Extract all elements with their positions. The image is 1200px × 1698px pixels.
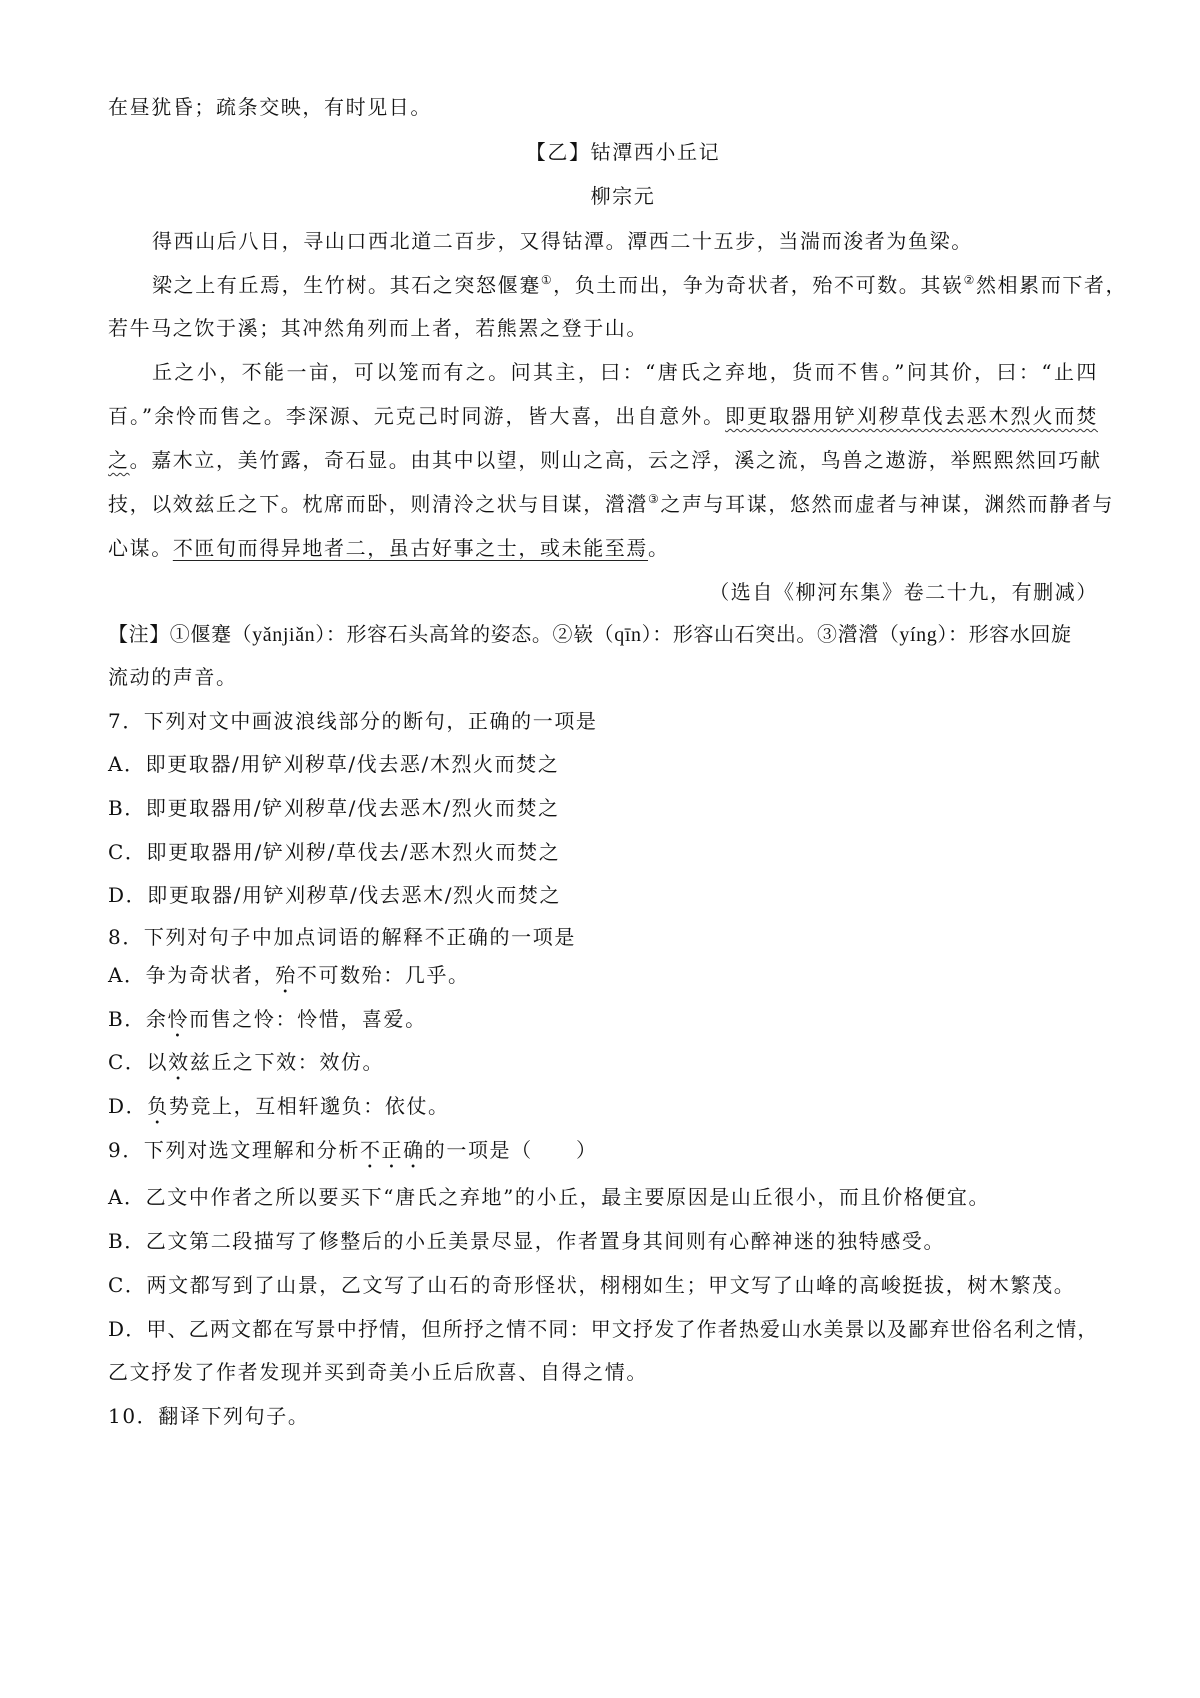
text-span: 之声与耳谋，悠然而虚者与神谋，渊然而静者与 bbox=[660, 492, 1114, 516]
source-citation: （选自《柳河东集》卷二十九，有删减） bbox=[709, 580, 1098, 604]
question-9-option-c: C．两文都写到了山景，乙文写了山石的奇形怪状，栩栩如生；甲文写了山峰的高峻挺拔，树木繁茂。 bbox=[108, 1273, 1076, 1297]
dotted-word: 殆 bbox=[275, 963, 297, 987]
question-7-option-c: C．即更取器用/铲刈秽/草伐去/恶木烈火而焚之 bbox=[108, 840, 561, 864]
question-7-stem: 7．下列对文中画波浪线部分的断句，正确的一项是 bbox=[108, 709, 598, 733]
text-span: 。 bbox=[648, 536, 670, 560]
question-7-option-b: B．即更取器用/铲刈秽草/伐去恶木/烈火而焚之 bbox=[108, 796, 560, 820]
text-span: 势竞上，互相轩邈负：依仗。 bbox=[168, 1094, 450, 1118]
yi-title: 【乙】钴潭西小丘记 bbox=[525, 140, 721, 164]
underlined-sentence: 不匝旬而得异地者二，虽古好事之士，或未能至焉 bbox=[172, 536, 649, 560]
dotted-word: 不正确 bbox=[359, 1138, 425, 1162]
question-8-option-c bbox=[108, 1047, 1098, 1085]
yi-paragraph-2-line-2: 若牛马之饮于溪；其冲然角列而上者，若熊罴之登于山。 bbox=[108, 316, 648, 340]
yi-paragraph-2-line-1 bbox=[152, 270, 1128, 300]
text-span: 心谋。 bbox=[108, 536, 173, 560]
text-span: 然相累而下者， bbox=[975, 273, 1128, 297]
text-span: 的一项是（ ） bbox=[424, 1138, 598, 1162]
question-7-option-a: A．即更取器/用铲刈秽草/伐去恶/木烈火而焚之 bbox=[108, 752, 560, 776]
question-8-option-d bbox=[108, 1091, 1098, 1129]
question-8-option-a bbox=[108, 960, 1098, 998]
footnote-marker-2: ② bbox=[963, 273, 976, 287]
question-9-option-d-line-1: D．甲、乙两文都在写景中抒情，但所抒之情不同：甲文抒发了作者热爱山水美景以及鄙弃世俗名利之情， bbox=[108, 1317, 1098, 1341]
yi-paragraph-3-line-1: 丘之小，不能一亩，可以笼而有之。问其主，曰：“唐氏之弃地，货而不售。”问其价，曰：“止四 bbox=[152, 360, 1098, 384]
jia-text-tail: 在昼犹昏；疏条交映，有时见日。 bbox=[108, 95, 432, 119]
text-span: B．余 bbox=[108, 1007, 168, 1031]
yi-paragraph-3-line-2 bbox=[108, 401, 1098, 431]
text-span: 。嘉木立，美竹露，奇石显。由其中以望，则山之高，云之浮，溪之流，鸟兽之遨游，举熙熙然回巧献 bbox=[129, 448, 1102, 472]
annotation-line-2: 流动的声音。 bbox=[108, 665, 238, 689]
question-9-option-a: A．乙文中作者之所以要买下“唐氏之弃地”的小丘，最主要原因是山丘很小，而且价格便宜。 bbox=[108, 1185, 991, 1209]
text-span: 技，以效兹丘之下。枕席而卧，则清泠之状与目谋，瀯瀯 bbox=[108, 492, 648, 516]
text-span: 而售之怜：怜惜，喜爱。 bbox=[189, 1007, 427, 1031]
text-span: 兹丘之下效：效仿。 bbox=[189, 1050, 385, 1074]
footnote-marker-3: ③ bbox=[648, 492, 661, 506]
text-span: A．争为奇状者， bbox=[108, 963, 276, 987]
question-8-option-b bbox=[108, 1004, 1098, 1042]
yi-paragraph-3-line-3 bbox=[108, 445, 1102, 475]
text-span: ，负土而出，争为奇状者，殆不可数。其嵚 bbox=[553, 273, 964, 297]
question-10-stem: 10．翻译下列句子。 bbox=[108, 1404, 310, 1428]
text-span: 不可数殆：几乎。 bbox=[296, 963, 470, 987]
dotted-word: 效 bbox=[168, 1050, 190, 1074]
yi-author: 柳宗元 bbox=[590, 184, 656, 208]
text-span: 梁之上有丘焉，生竹树。其石之突怒偃蹇 bbox=[152, 273, 541, 297]
text-span: 9．下列对选文理解和分析 bbox=[108, 1138, 360, 1162]
wavy-underlined-text: 即更取器用铲刈秽草伐去恶木烈火而焚 bbox=[725, 404, 1098, 428]
dotted-word: 怜 bbox=[167, 1007, 190, 1031]
yi-paragraph-3-line-5 bbox=[108, 533, 1098, 563]
question-7-option-d: D．即更取器/用铲刈秽草/伐去恶木/烈火而焚之 bbox=[108, 883, 562, 907]
text-span: C．以 bbox=[108, 1050, 169, 1074]
text-span: 百。”余怜而售之。李深源、元克己时同游，皆大喜，出自意外。 bbox=[108, 404, 726, 428]
question-9-option-b: B．乙文第二段描写了修整后的小丘美景尽显，作者置身其间则有心醉神迷的独特感受。 bbox=[108, 1229, 946, 1253]
footnote-marker-1: ① bbox=[540, 273, 554, 287]
text-span: D． bbox=[108, 1094, 148, 1118]
yi-paragraph-3-line-4 bbox=[108, 489, 1114, 519]
dotted-word: 负 bbox=[147, 1094, 169, 1118]
annotation-line-1: 【注】①偃蹇（yǎnjiǎn）：形容石头高耸的姿态。②嵚（qīn）：形容山石突出。③瀯瀯（yíng）：形容水回旋 bbox=[108, 624, 1072, 646]
yi-paragraph-1: 得西山后八日，寻山口西北道二百步，又得钴潭。潭西二十五步，当湍而浚者为鱼梁。 bbox=[152, 229, 973, 253]
question-9-option-d-line-2: 乙文抒发了作者发现并买到奇美小丘后欣喜、自得之情。 bbox=[108, 1360, 648, 1384]
wavy-underlined-text: 之 bbox=[108, 448, 130, 472]
question-9-stem bbox=[108, 1135, 1098, 1173]
question-8-stem: 8．下列对句子中加点词语的解释不正确的一项是 bbox=[108, 925, 576, 949]
